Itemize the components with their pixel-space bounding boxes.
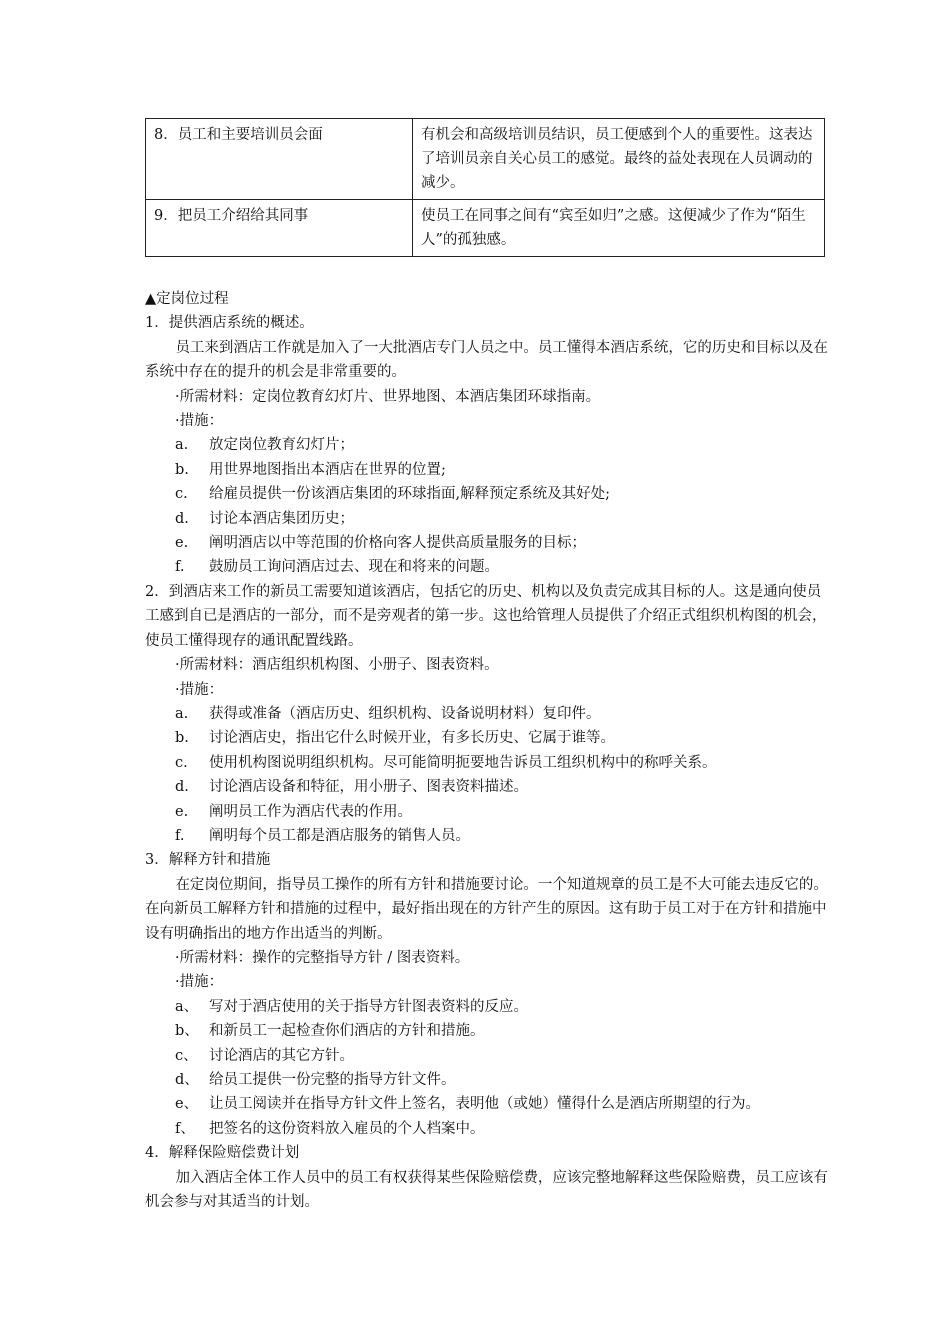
table-cell-step: 8．员工和主要培训员会面 — [146, 119, 413, 200]
list-item — [145, 702, 835, 726]
list-marker: d. — [175, 510, 189, 527]
list-marker: e. — [175, 803, 189, 820]
document-page — [145, 118, 835, 1214]
list-text: 获得或准备（酒店历史、组织机构、设备说明材料）复印件。 — [209, 705, 601, 722]
list-item — [145, 800, 835, 824]
list-item — [145, 995, 835, 1019]
list-text: 讨论酒店的其它方针。 — [209, 1047, 354, 1064]
list-marker: b. — [175, 730, 189, 747]
list-item — [145, 531, 835, 555]
list-marker: b、 — [175, 1023, 199, 1040]
table-cell-step: 9．把员工介绍给其同事 — [146, 200, 413, 257]
list-marker: c. — [175, 486, 188, 503]
section-title: 4．解释保险赔偿费计划 — [145, 1145, 300, 1162]
document-body — [145, 287, 835, 1214]
measures-label: ·措施： — [175, 681, 224, 698]
list-text: 放定岗位教育幻灯片； — [209, 437, 354, 454]
list-item — [145, 751, 835, 775]
list-item — [145, 1117, 835, 1141]
list-text: 写对于酒店使用的关于指导方针图表资料的反应。 — [209, 998, 528, 1015]
section-title: 3．解释方针和措施 — [145, 852, 271, 869]
list-marker: a、 — [175, 998, 199, 1015]
list-text: 阐明每个员工都是酒店服务的销售人员。 — [209, 827, 470, 844]
list-item — [145, 433, 835, 457]
paragraph: 加入酒店全体工作人员中的员工有权获得某些保险赔偿费，应该完整地解释这些保险赔费，员工应该有机会参与对其适当的计划。 — [145, 1169, 828, 1211]
list-marker: a. — [175, 705, 189, 722]
list-marker: e、 — [175, 1096, 199, 1113]
list-text: 讨论本酒店集团历史； — [209, 510, 354, 527]
list-item — [145, 824, 835, 848]
section-title: 1．提供酒店系统的概述。 — [145, 315, 314, 332]
paragraph: 员工来到酒店工作就是加入了一大批酒店专门人员之中。员工懂得本酒店系统，它的历史和目标以及在系统中存在的提升的机会是非常重要的。 — [145, 339, 828, 381]
list-text: 给雇员提供一份该酒店集团的环球指面,解释预定系统及其好处; — [209, 486, 610, 503]
list-item — [145, 555, 835, 579]
materials-line: ·所需材料：酒店组织机构图、小册子、图表资料。 — [175, 657, 499, 674]
list-text: 用世界地图指出本酒店在世界的位置; — [209, 461, 446, 478]
table-cell-benefit: 有机会和高级培训员结识，员工便感到个人的重要性。这表达了培训员亲自关心员工的感觉。最终的益处表现在人员调动的减少。 — [413, 119, 825, 200]
list-item — [145, 726, 835, 750]
materials-line: ·所需材料：定岗位教育幻灯片、世界地图、本酒店集团环球指南。 — [175, 388, 601, 405]
list-item — [145, 1068, 835, 1092]
section-heading: ▲定岗位过程 — [145, 291, 229, 307]
list-text: 把签名的这份资料放入雇员的个人档案中。 — [209, 1120, 485, 1137]
table-row — [146, 119, 825, 200]
list-text: 鼓励员工询问酒店过去、现在和将来的问题。 — [209, 559, 499, 576]
list-text: 讨论酒店设备和特征，用小册子、图表资料描述。 — [209, 779, 528, 796]
list-item — [145, 775, 835, 799]
list-item — [145, 458, 835, 482]
list-text: 阐明酒店以中等范围的价格向客人提供高质量服务的目标； — [209, 535, 586, 552]
measures-label: ·措施： — [175, 974, 224, 991]
list-text: 和新员工一起检查你们酒店的方针和措施。 — [209, 1023, 485, 1040]
list-marker: f、 — [175, 1120, 195, 1137]
paragraph: 在定岗位期间，指导员工操作的所有方针和措施要讨论。一个知道规章的员工是不大可能去违反它的。在向新员工解释方针和措施的过程中，最好指出现在的方针产生的原因。这有助于员工对于在方针和措施中设有明确指出的地方作出适当的判断。 — [145, 876, 828, 942]
section-title: 2．到酒店来工作的新员工需要知道该酒店，包括它的历史、机构以及负责完成其目标的人。这是通向使员工感到自已是酒店的一部分，而不是旁观者的第一步。这也给管理人员提供了介绍正式组织机构图的机会，使员工懂得现存的通讯配置线路。 — [145, 583, 827, 649]
list-text: 让员工阅读并在指导方针文件上签名，表明他（或她）懂得什么是酒店所期望的行为。 — [209, 1096, 760, 1113]
list-marker: c. — [175, 754, 188, 771]
orientation-table — [145, 118, 825, 257]
list-marker: f. — [175, 827, 185, 844]
list-item — [145, 1019, 835, 1043]
table-row — [146, 200, 825, 257]
list-marker: e. — [175, 535, 189, 552]
list-marker: b. — [175, 461, 189, 478]
materials-line: ·所需材料：操作的完整指导方针 / 图表资料。 — [175, 949, 470, 966]
list-marker: d、 — [175, 1072, 199, 1088]
list-marker: c、 — [175, 1047, 198, 1064]
list-text: 给员工提供一份完整的指导方针文件。 — [209, 1072, 456, 1088]
list-item — [145, 1044, 835, 1068]
list-text: 阐明员工作为酒店代表的作用。 — [209, 803, 412, 820]
measures-label: ·措施： — [175, 413, 224, 430]
table-cell-benefit: 使员工在同事之间有“宾至如归”之感。这便减少了作为“陌生人”的孤独感。 — [413, 200, 825, 257]
list-text: 讨论酒店史，指出它什么时候开业，有多长历史、它属于谁等。 — [209, 730, 615, 747]
list-item — [145, 1092, 835, 1116]
list-marker: d. — [175, 779, 189, 796]
list-marker: a. — [175, 437, 189, 454]
list-item — [145, 482, 835, 506]
list-text: 使用机构图说明组织机构。尽可能简明扼要地告诉员工组织机构中的称呼关系。 — [209, 754, 717, 771]
list-marker: f. — [175, 559, 185, 576]
list-item — [145, 507, 835, 531]
